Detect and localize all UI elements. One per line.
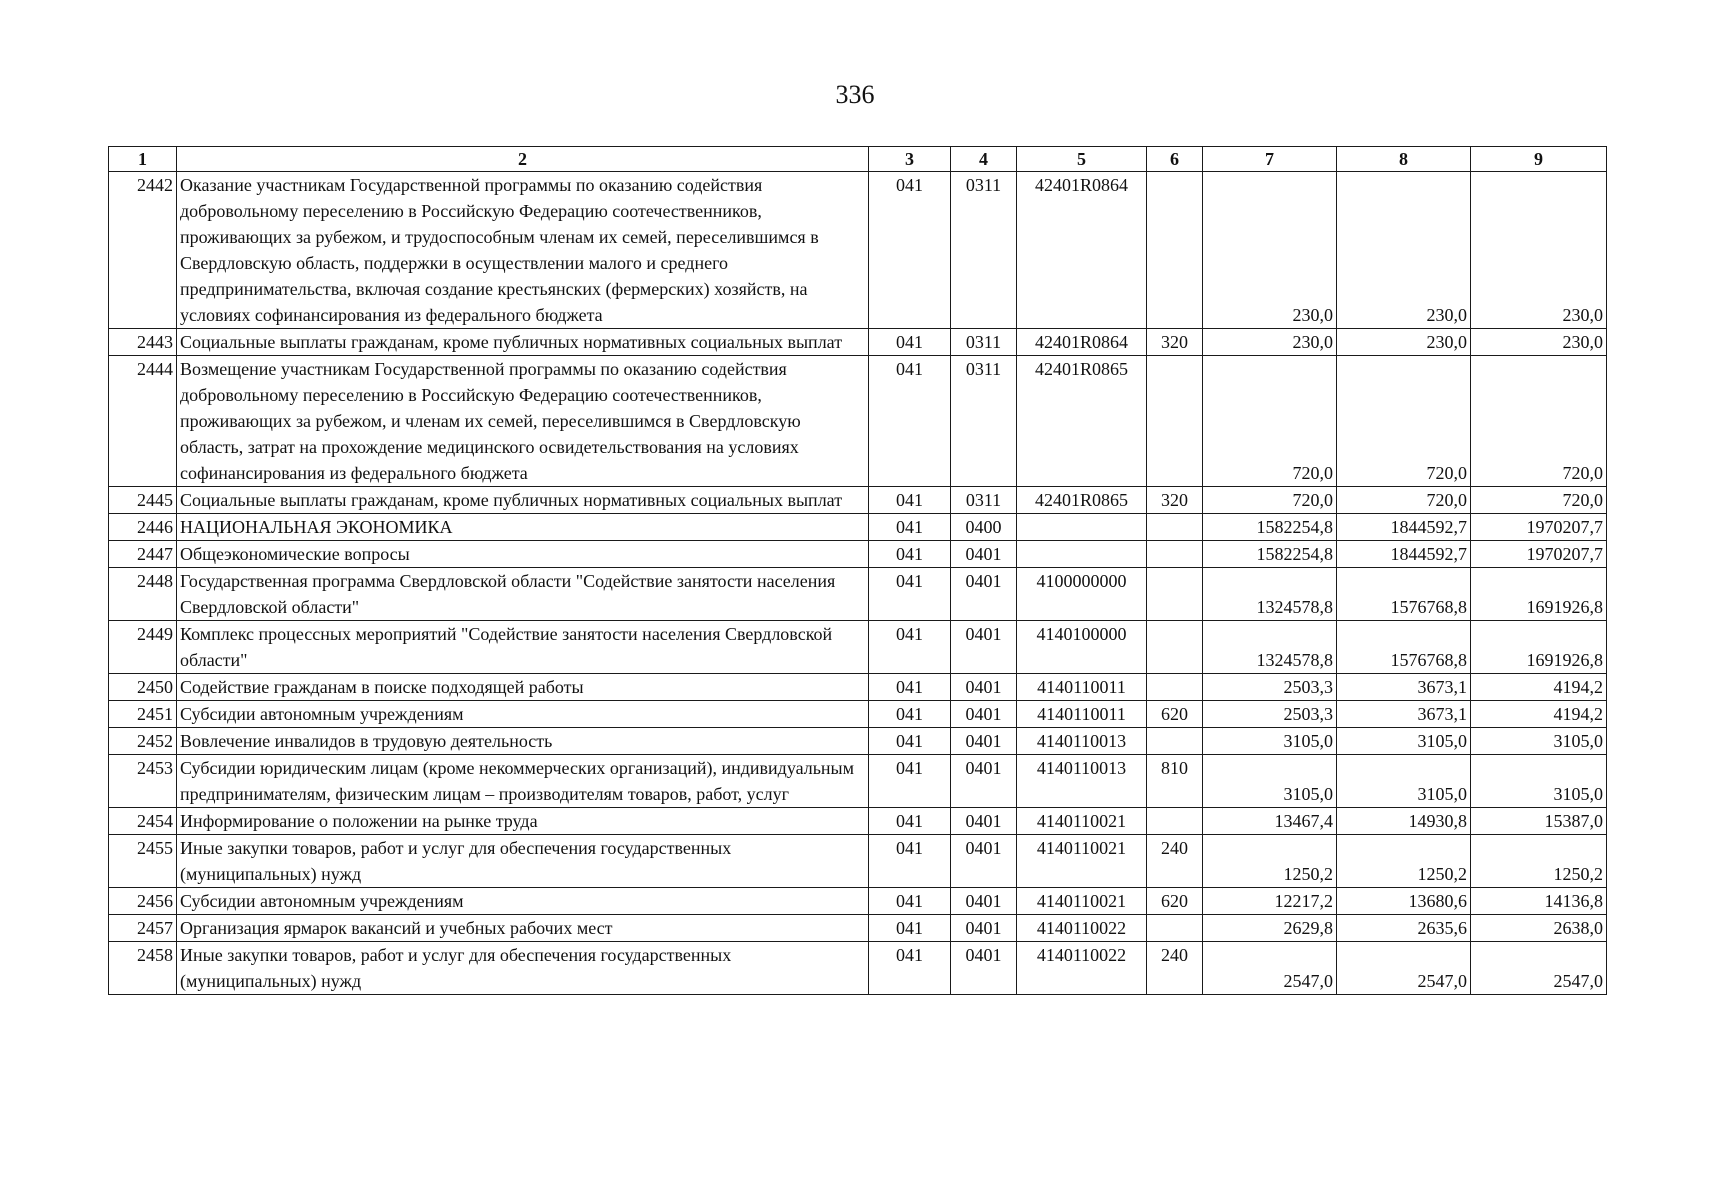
code-expense-type: 620 xyxy=(1147,701,1203,728)
column-header: 1 xyxy=(109,147,177,172)
amount-year-1: 2547,0 xyxy=(1203,942,1337,995)
amount-year-2: 1576768,8 xyxy=(1337,621,1471,674)
amount-year-1: 3105,0 xyxy=(1203,755,1337,808)
code-expense-type xyxy=(1147,621,1203,674)
code-admin: 041 xyxy=(869,329,951,356)
code-admin: 041 xyxy=(869,888,951,915)
code-expense-type xyxy=(1147,356,1203,487)
code-target: 42401R0864 xyxy=(1017,172,1147,329)
code-section: 0311 xyxy=(951,329,1017,356)
code-section: 0401 xyxy=(951,835,1017,888)
amount-year-1: 3105,0 xyxy=(1203,728,1337,755)
code-target: 42401R0865 xyxy=(1017,487,1147,514)
amount-year-3: 15387,0 xyxy=(1471,808,1607,835)
row-number: 2446 xyxy=(109,514,177,541)
code-admin: 041 xyxy=(869,514,951,541)
table-row xyxy=(109,701,1607,728)
amount-year-2: 2547,0 xyxy=(1337,942,1471,995)
code-section: 0401 xyxy=(951,888,1017,915)
amount-year-1: 2503,3 xyxy=(1203,674,1337,701)
row-name: Социальные выплаты гражданам, кроме публичных нормативных социальных выплат xyxy=(177,329,869,356)
table-row xyxy=(109,942,1607,995)
table-row xyxy=(109,329,1607,356)
amount-year-1: 13467,4 xyxy=(1203,808,1337,835)
code-expense-type: 810 xyxy=(1147,755,1203,808)
amount-year-2: 13680,6 xyxy=(1337,888,1471,915)
code-target: 4140110022 xyxy=(1017,942,1147,995)
table-row xyxy=(109,514,1607,541)
column-header: 2 xyxy=(177,147,869,172)
code-target xyxy=(1017,514,1147,541)
amount-year-1: 1324578,8 xyxy=(1203,568,1337,621)
table-body xyxy=(109,172,1607,995)
table-row xyxy=(109,728,1607,755)
code-target: 4140110021 xyxy=(1017,835,1147,888)
amount-year-3: 14136,8 xyxy=(1471,888,1607,915)
amount-year-3: 1691926,8 xyxy=(1471,568,1607,621)
amount-year-2: 230,0 xyxy=(1337,329,1471,356)
amount-year-3: 230,0 xyxy=(1471,329,1607,356)
row-number: 2452 xyxy=(109,728,177,755)
amount-year-1: 1250,2 xyxy=(1203,835,1337,888)
row-name: Организация ярмарок вакансий и учебных рабочих мест xyxy=(177,915,869,942)
column-header: 9 xyxy=(1471,147,1607,172)
code-target: 42401R0864 xyxy=(1017,329,1147,356)
table-row xyxy=(109,568,1607,621)
amount-year-2: 3105,0 xyxy=(1337,728,1471,755)
code-expense-type xyxy=(1147,808,1203,835)
code-expense-type: 320 xyxy=(1147,329,1203,356)
code-expense-type xyxy=(1147,172,1203,329)
row-name: Комплекс процессных мероприятий "Содействие занятости населения Свердловской области" xyxy=(177,621,869,674)
table-row xyxy=(109,621,1607,674)
amount-year-2: 720,0 xyxy=(1337,487,1471,514)
row-number: 2458 xyxy=(109,942,177,995)
code-expense-type: 620 xyxy=(1147,888,1203,915)
amount-year-3: 1691926,8 xyxy=(1471,621,1607,674)
code-admin: 041 xyxy=(869,621,951,674)
amount-year-2: 720,0 xyxy=(1337,356,1471,487)
amount-year-1: 720,0 xyxy=(1203,356,1337,487)
table-row xyxy=(109,356,1607,487)
code-admin: 041 xyxy=(869,487,951,514)
column-header: 4 xyxy=(951,147,1017,172)
amount-year-1: 12217,2 xyxy=(1203,888,1337,915)
amount-year-3: 3105,0 xyxy=(1471,728,1607,755)
row-name: Государственная программа Свердловской области "Содействие занятости населения Свердловской области" xyxy=(177,568,869,621)
code-expense-type xyxy=(1147,728,1203,755)
row-name: Социальные выплаты гражданам, кроме публичных нормативных социальных выплат xyxy=(177,487,869,514)
code-admin: 041 xyxy=(869,172,951,329)
row-number: 2457 xyxy=(109,915,177,942)
row-name: Субсидии юридическим лицам (кроме некоммерческих организаций), индивидуальным предпринимателям, физическим лицам – производителям товаров, работ, услуг xyxy=(177,755,869,808)
code-expense-type xyxy=(1147,514,1203,541)
amount-year-2: 1844592,7 xyxy=(1337,541,1471,568)
code-target: 4100000000 xyxy=(1017,568,1147,621)
column-header: 3 xyxy=(869,147,951,172)
amount-year-1: 1582254,8 xyxy=(1203,541,1337,568)
code-expense-type: 320 xyxy=(1147,487,1203,514)
code-target: 4140110011 xyxy=(1017,674,1147,701)
row-name: Субсидии автономным учреждениям xyxy=(177,888,869,915)
amount-year-3: 4194,2 xyxy=(1471,674,1607,701)
row-name: Содействие гражданам в поиске подходящей работы xyxy=(177,674,869,701)
amount-year-3: 4194,2 xyxy=(1471,701,1607,728)
amount-year-3: 720,0 xyxy=(1471,356,1607,487)
code-expense-type xyxy=(1147,541,1203,568)
column-header: 6 xyxy=(1147,147,1203,172)
amount-year-3: 230,0 xyxy=(1471,172,1607,329)
code-section: 0401 xyxy=(951,568,1017,621)
amount-year-1: 1582254,8 xyxy=(1203,514,1337,541)
code-section: 0311 xyxy=(951,356,1017,487)
table-row xyxy=(109,888,1607,915)
row-number: 2454 xyxy=(109,808,177,835)
row-name: Вовлечение инвалидов в трудовую деятельность xyxy=(177,728,869,755)
code-expense-type xyxy=(1147,568,1203,621)
column-header: 7 xyxy=(1203,147,1337,172)
amount-year-2: 3673,1 xyxy=(1337,674,1471,701)
code-admin: 041 xyxy=(869,755,951,808)
code-section: 0401 xyxy=(951,541,1017,568)
table-row xyxy=(109,172,1607,329)
code-section: 0401 xyxy=(951,755,1017,808)
row-number: 2447 xyxy=(109,541,177,568)
amount-year-1: 230,0 xyxy=(1203,329,1337,356)
code-expense-type xyxy=(1147,915,1203,942)
code-section: 0400 xyxy=(951,514,1017,541)
row-number: 2444 xyxy=(109,356,177,487)
amount-year-3: 1970207,7 xyxy=(1471,541,1607,568)
code-target: 4140110011 xyxy=(1017,701,1147,728)
amount-year-3: 2547,0 xyxy=(1471,942,1607,995)
row-number: 2445 xyxy=(109,487,177,514)
code-admin: 041 xyxy=(869,356,951,487)
code-target: 4140110013 xyxy=(1017,728,1147,755)
row-name: Оказание участникам Государственной программы по оказанию содействия добровольному переселению в Российскую Федерацию соотечественников, проживающих за рубежом, и трудоспособным членам их семей, переселившимся в Свердловскую область, поддержки в осуществлении малого и среднего предпринимательства, включая создание крестьянских (фермерских) хозяйств, на условиях софинансирования из федерального бюджета xyxy=(177,172,869,329)
code-target: 4140110013 xyxy=(1017,755,1147,808)
table-row xyxy=(109,541,1607,568)
amount-year-3: 1250,2 xyxy=(1471,835,1607,888)
row-number: 2456 xyxy=(109,888,177,915)
row-number: 2443 xyxy=(109,329,177,356)
budget-table xyxy=(108,146,1607,995)
code-target: 4140110021 xyxy=(1017,808,1147,835)
code-admin: 041 xyxy=(869,728,951,755)
amount-year-2: 230,0 xyxy=(1337,172,1471,329)
row-name: НАЦИОНАЛЬНАЯ ЭКОНОМИКА xyxy=(177,514,869,541)
code-expense-type: 240 xyxy=(1147,835,1203,888)
amount-year-2: 3105,0 xyxy=(1337,755,1471,808)
amount-year-1: 2629,8 xyxy=(1203,915,1337,942)
table-row xyxy=(109,487,1607,514)
row-number: 2448 xyxy=(109,568,177,621)
code-target: 4140100000 xyxy=(1017,621,1147,674)
row-number: 2455 xyxy=(109,835,177,888)
code-admin: 041 xyxy=(869,568,951,621)
row-name: Информирование о положении на рынке труда xyxy=(177,808,869,835)
amount-year-3: 1970207,7 xyxy=(1471,514,1607,541)
row-name: Иные закупки товаров, работ и услуг для обеспечения государственных (муниципальных) нужд xyxy=(177,835,869,888)
row-name: Субсидии автономным учреждениям xyxy=(177,701,869,728)
code-section: 0401 xyxy=(951,621,1017,674)
code-expense-type: 240 xyxy=(1147,942,1203,995)
amount-year-2: 3673,1 xyxy=(1337,701,1471,728)
code-admin: 041 xyxy=(869,835,951,888)
amount-year-1: 230,0 xyxy=(1203,172,1337,329)
row-number: 2451 xyxy=(109,701,177,728)
code-section: 0401 xyxy=(951,915,1017,942)
row-name: Возмещение участникам Государственной программы по оказанию содействия добровольному переселению в Российскую Федерацию соотечественников, проживающих за рубежом, и членам их семей, переселившимся в Свердловскую область, затрат на прохождение медицинского освидетельствования на условиях софинансирования из федерального бюджета xyxy=(177,356,869,487)
table-row xyxy=(109,674,1607,701)
amount-year-2: 1576768,8 xyxy=(1337,568,1471,621)
page-number: 336 xyxy=(835,80,875,109)
code-section: 0401 xyxy=(951,674,1017,701)
code-target: 42401R0865 xyxy=(1017,356,1147,487)
code-section: 0401 xyxy=(951,942,1017,995)
code-target: 4140110022 xyxy=(1017,915,1147,942)
amount-year-2: 1250,2 xyxy=(1337,835,1471,888)
row-number: 2450 xyxy=(109,674,177,701)
code-section: 0401 xyxy=(951,701,1017,728)
code-section: 0311 xyxy=(951,172,1017,329)
column-header: 5 xyxy=(1017,147,1147,172)
amount-year-1: 720,0 xyxy=(1203,487,1337,514)
amount-year-2: 2635,6 xyxy=(1337,915,1471,942)
code-section: 0401 xyxy=(951,728,1017,755)
code-admin: 041 xyxy=(869,942,951,995)
code-admin: 041 xyxy=(869,808,951,835)
table-row xyxy=(109,835,1607,888)
code-admin: 041 xyxy=(869,701,951,728)
amount-year-1: 1324578,8 xyxy=(1203,621,1337,674)
column-header: 8 xyxy=(1337,147,1471,172)
amount-year-3: 2638,0 xyxy=(1471,915,1607,942)
code-expense-type xyxy=(1147,674,1203,701)
code-admin: 041 xyxy=(869,541,951,568)
row-number: 2442 xyxy=(109,172,177,329)
amount-year-1: 2503,3 xyxy=(1203,701,1337,728)
amount-year-2: 1844592,7 xyxy=(1337,514,1471,541)
amount-year-3: 720,0 xyxy=(1471,487,1607,514)
row-number: 2453 xyxy=(109,755,177,808)
row-number: 2449 xyxy=(109,621,177,674)
header-row xyxy=(109,147,1607,172)
code-admin: 041 xyxy=(869,915,951,942)
amount-year-2: 14930,8 xyxy=(1337,808,1471,835)
table-row xyxy=(109,808,1607,835)
code-target xyxy=(1017,541,1147,568)
amount-year-3: 3105,0 xyxy=(1471,755,1607,808)
code-section: 0311 xyxy=(951,487,1017,514)
code-target: 4140110021 xyxy=(1017,888,1147,915)
table-row xyxy=(109,755,1607,808)
table-row xyxy=(109,915,1607,942)
row-name: Общеэкономические вопросы xyxy=(177,541,869,568)
row-name: Иные закупки товаров, работ и услуг для обеспечения государственных (муниципальных) нужд xyxy=(177,942,869,995)
code-admin: 041 xyxy=(869,674,951,701)
code-section: 0401 xyxy=(951,808,1017,835)
